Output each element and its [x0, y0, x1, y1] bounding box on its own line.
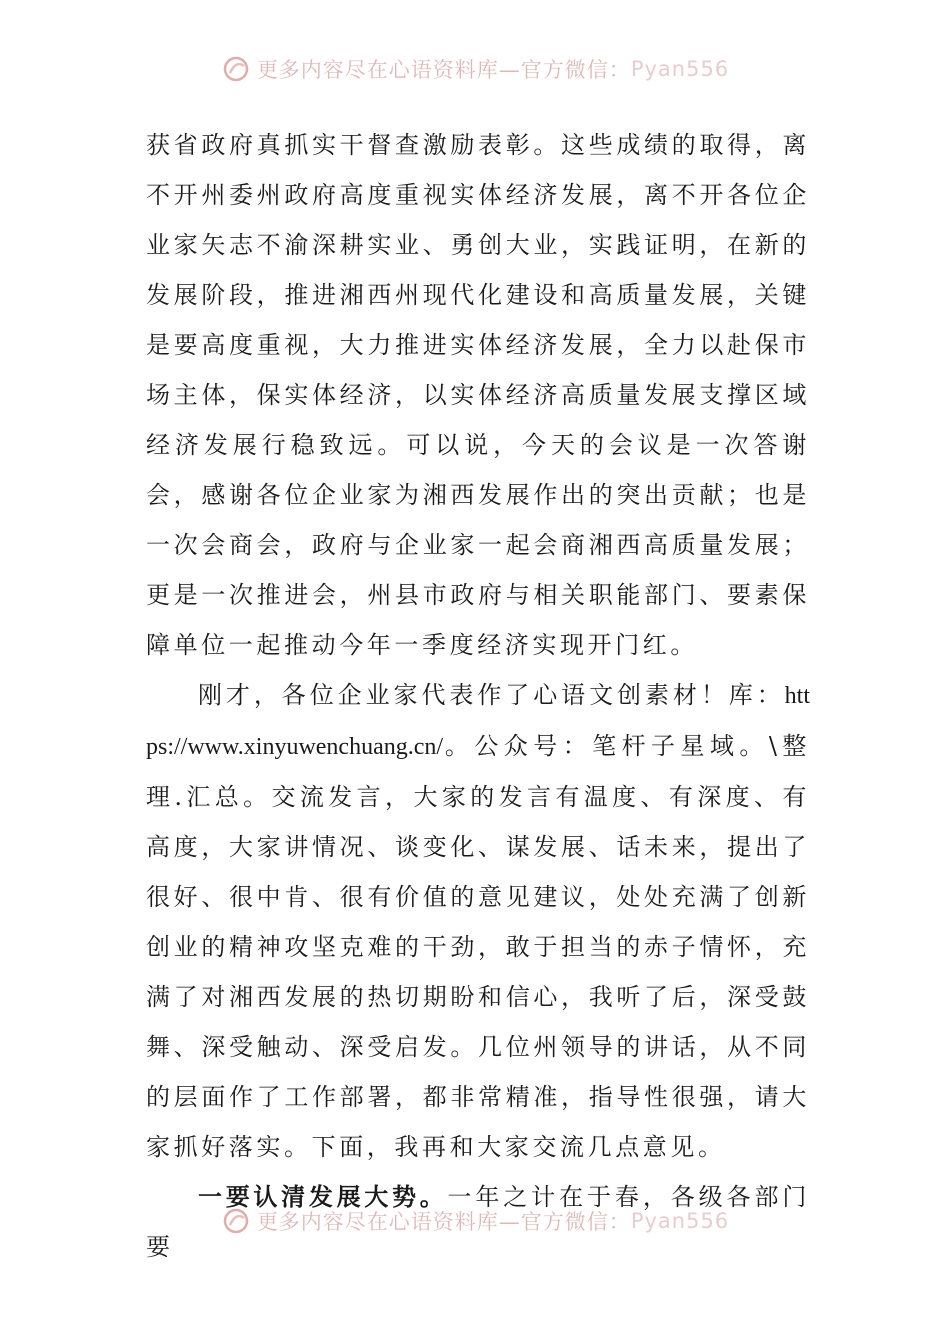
paragraph-3-rest: 一年之计在于春，各级各部门要	[146, 1183, 810, 1261]
watermark-code: Pyan556	[630, 57, 730, 81]
paragraph-1: 获省政府真抓实干督查激励表彰。这些成绩的取得，离不开州委州政府高度重视实体经济发展，离不开各位企业家矢志不渝深耕实业、勇创大业，实践证明，在新的发展阶段，推进湘西州现代化建设和高质量发展，关键是要高度重视，大力推进实体经济发展，全力以赴保市场主体，保实体经济，以实体经济高质量发展支撑区域经济发展行稳致远。可以说，今天的会议是一次答谢会，感谢各位企业家为湘西发展作出的突出贡献；也是一次会商会，政府与企业家一起会商湘西高质量发展；更是一次推进会，州县市政府与相关职能部门、要素保障单位一起推动今年一季度经济实现开门红。	[146, 131, 810, 659]
watermark-code: Pyan556	[630, 1209, 730, 1233]
paragraph-2-rest: 。公众号：笔杆子星域。\整理.汇总。交流发言，大家的发言有温度、有深度、有高度，大家讲情况、谈变化、谋发展、话未来，提出了很好、很中肯、很有价值的意见建议，处处充满了创新创业的精神攻坚克难的干劲，敢于担当的赤子情怀，充满了对湘西发展的热切期盼和信心，我听了后，深受鼓舞、深受触动、深受启发。几位州领导的讲话，从不同的层面作了工作部署，都非常精准，指导性很强，请大家抓好落实。下面，我再和大家交流几点意见。	[146, 732, 810, 1161]
paragraph-2-intro: 刚才，各位企业家代表作了心语文创素材！库：	[198, 681, 785, 709]
logo-icon	[221, 1206, 251, 1236]
document-body	[146, 120, 810, 1272]
paragraph-2	[146, 670, 810, 1172]
watermark-text: 更多内容尽在心语资料库—官方微信：	[256, 58, 631, 82]
logo-icon	[221, 54, 251, 84]
watermark-header	[0, 52, 950, 86]
section-heading: 一要认清发展大势。	[198, 1182, 448, 1211]
watermark-text: 更多内容尽在心语资料库—官方微信：	[256, 1210, 631, 1234]
watermark-footer	[0, 1204, 950, 1238]
source-url: https://www.xinyuwenchuang.cn/	[146, 683, 810, 760]
